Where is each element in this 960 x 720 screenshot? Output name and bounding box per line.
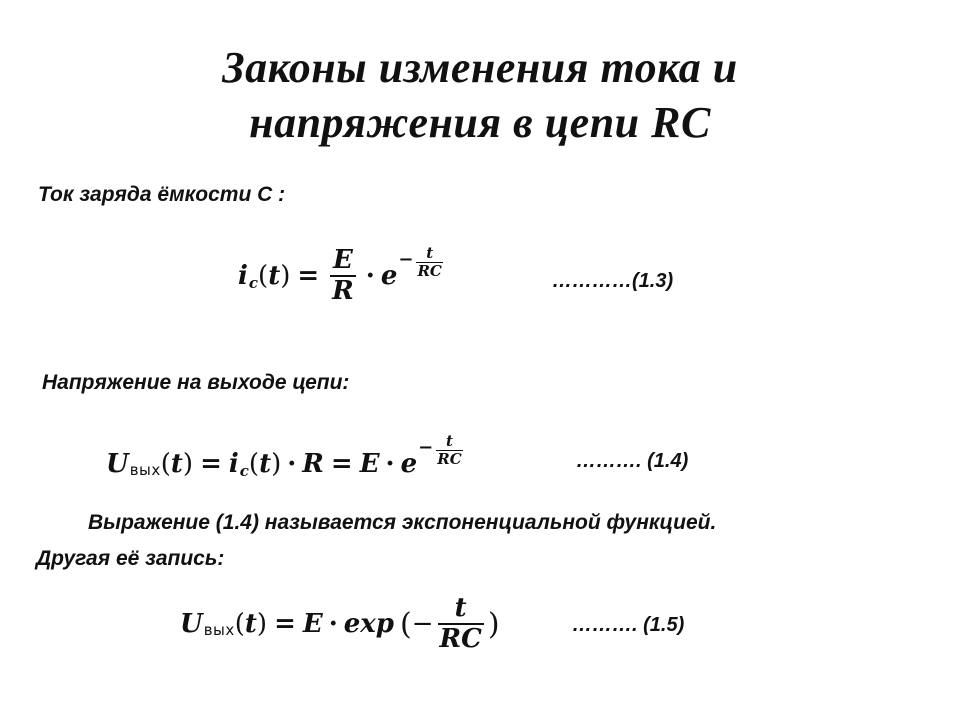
symbol-t: t (244, 609, 257, 639)
symbol-t-2: t (259, 449, 272, 479)
exp-function: exp (343, 609, 394, 639)
paren-close-2: ) (271, 449, 282, 479)
subscript-vykh: вых (129, 461, 161, 479)
symbol-i: i (228, 449, 239, 479)
page-title-line-2: напряжения в цепи RC (249, 98, 711, 147)
numerator-t: t (454, 592, 467, 623)
equation-ref-1-5: ………. (1.5) (572, 614, 685, 636)
equals-sign: = (297, 261, 320, 291)
multiply-dot: · (287, 449, 297, 479)
symbol-e: e (380, 261, 398, 291)
multiply-dot: · (328, 609, 338, 639)
paren-close: ) (182, 449, 194, 479)
symbol-u: U (180, 609, 203, 639)
equals-sign: = (200, 449, 222, 479)
minus-sign: − (411, 609, 434, 639)
exponent-numerator: t (445, 432, 453, 450)
multiply-dot-2: · (385, 449, 395, 479)
paren-close: ) (280, 261, 291, 291)
exponent-denominator: RC (437, 449, 462, 468)
symbol-t: t (170, 449, 183, 479)
section-1-label: Ток заряда ёмкости С : (38, 183, 286, 206)
symbol-i: i (238, 261, 248, 291)
exponent-fraction (416, 245, 442, 279)
paren-open: ( (234, 609, 245, 639)
exponent-fraction (436, 433, 462, 467)
symbol-r: R (302, 449, 324, 479)
numerator-e: E (333, 244, 353, 275)
multiply-dot: · (365, 261, 375, 291)
section-2-label: Напряжение на выходе цепи: (42, 371, 350, 394)
equals-sign: = (274, 609, 296, 639)
symbol-e-capital: E (302, 609, 323, 639)
equation-ref-1-4: ………. (1.4) (576, 450, 689, 472)
symbol-e: e (400, 449, 418, 479)
equation-ref-1-3: …………(1.3) (552, 270, 674, 292)
subscript-c: c (239, 462, 249, 480)
equals-sign-2: = (330, 449, 353, 479)
symbol-u: U (106, 449, 129, 479)
paren-close: ) (256, 609, 268, 639)
paren-close-big: ) (487, 606, 500, 642)
exponent-minus: − (398, 249, 414, 270)
paren-open-2: ( (248, 449, 260, 479)
exponent (418, 433, 463, 467)
paren-open-big: ( (400, 606, 412, 642)
note-line-1: Выражение (1.4) называется экспоненциальной функцией. (88, 511, 717, 534)
symbol-e-capital: E (359, 449, 380, 479)
symbol-t: t (268, 261, 281, 291)
exponent-numerator: t (426, 244, 434, 262)
exponent (398, 245, 443, 279)
formula-1-3 (238, 236, 443, 316)
subscript-c: c (248, 274, 259, 292)
paren-open: ( (160, 449, 171, 479)
exponent-minus: − (418, 437, 434, 458)
denominator-r: R (332, 276, 354, 306)
paren-open: ( (258, 261, 269, 291)
formula-1-5 (180, 584, 500, 664)
exponent-denominator: RC (417, 261, 442, 280)
note-line-2: Другая её запись: (36, 547, 225, 570)
fraction-e-over-r (330, 244, 356, 306)
denominator-rc: RC (439, 624, 482, 654)
formula-1-4 (106, 428, 463, 500)
page-title-line-1: Законы изменения тока и (222, 43, 738, 92)
fraction-t-over-rc (438, 592, 484, 654)
subscript-vykh: вых (203, 621, 235, 639)
